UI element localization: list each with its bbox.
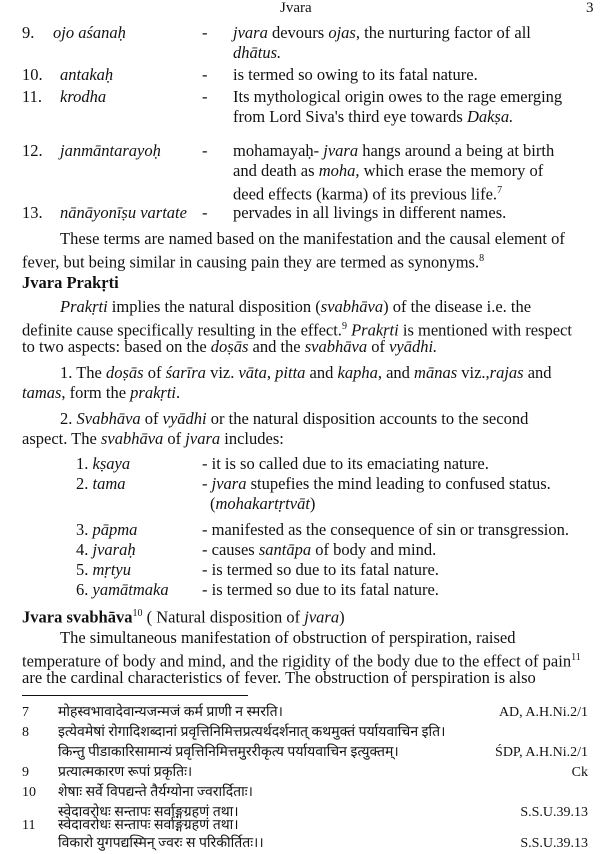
synonym-number: 11.	[22, 87, 43, 106]
synonym-desc-line: jvara devours ojas, the nurturing factor of all	[233, 23, 531, 42]
svabhava-term: 4. jvaraḥ	[76, 540, 136, 559]
svabhava-term: 5. mṛtyu	[76, 560, 131, 579]
footnote-ref: Ck	[571, 765, 588, 780]
synonym-dash: -	[202, 203, 208, 222]
body-paragraph-line: fever, but being similar in causing pain they are termed as synonyms.$^8$	[22, 252, 485, 272]
section-heading-svabhava: Jvara svabhāva$^{10}$ ( Natural disposition of jvara)	[22, 607, 345, 627]
svabhava-desc: - jvara stupefies the mind leading to confused status.	[202, 474, 551, 493]
footnote-text: स्वेदावरोधः सन्तापः सर्वाङ्गग्रहणं तथा।	[58, 818, 239, 833]
footnote-text: शेषाः सर्वे विपद्यन्ते तैर्यग्योना ज्वरार्दिताः।	[58, 785, 253, 800]
footnote-number: 8	[22, 725, 29, 740]
footnote-ref: S.S.U.39.13	[520, 836, 588, 851]
synonym-desc-line: deed effects (karma) of its previous life.$^7$	[233, 184, 503, 204]
body-paragraph-line: aspect. The svabhāva of jvara includes:	[22, 429, 284, 448]
synonym-number: 12.	[22, 141, 43, 160]
footnote-ref: S.S.U.39.13	[520, 805, 588, 820]
svabhava-term: 1. kṣaya	[76, 454, 131, 473]
svabhava-term: 6. yamātmaka	[76, 580, 169, 599]
svabhava-term: 2. tama	[76, 474, 126, 493]
footnote-number: 7	[22, 705, 29, 720]
svabhava-desc: - is termed so due to its fatal nature.	[202, 580, 439, 599]
synonym-number: 10.	[22, 65, 43, 84]
footnote-number: 11	[22, 818, 36, 833]
svabhava-desc: (mohakartṛtvāt)	[210, 494, 316, 513]
footnote-number: 9	[22, 765, 29, 780]
synonym-dash: -	[202, 141, 208, 160]
footnote-divider	[22, 695, 248, 696]
svabhava-desc: - causes santāpa of body and mind.	[202, 540, 437, 559]
synonym-number: 9.	[22, 23, 35, 42]
synonym-desc-line: from Lord Siva's third eye towards Dakṣa.	[233, 107, 514, 126]
footnote-ref: ŚDP, A.H.Ni.2/1	[495, 745, 588, 760]
body-paragraph-line: to two aspects: based on the doṣās and the svabhāva of vyādhi.	[22, 337, 438, 356]
body-paragraph-line: 2. Svabhāva of vyādhi or the natural disposition accounts to the second	[60, 409, 529, 428]
page-number: 3	[586, 0, 594, 16]
synonym-dash: -	[202, 65, 208, 84]
body-paragraph-line: definite cause specifically resulting in the effect.$^9$ Prakṛti is mentioned with respect	[22, 320, 572, 340]
footnote-number: 10	[22, 785, 36, 800]
body-paragraph-line: These terms are named based on the manifestation and the causal element of	[60, 229, 565, 248]
section-heading: Jvara Prakṛti	[22, 273, 119, 292]
body-paragraph-line: temperature of body and mind, and the rigidity of the body due to the effect of pain$^{11}$	[22, 651, 581, 671]
synonym-term: krodha	[60, 87, 107, 106]
running-header-title: Jvara	[280, 0, 312, 16]
footnote-text: विकारो युगपद्यस्मिन् ज्वरः स परिकीर्तितः।।	[58, 836, 264, 851]
synonym-term: antakaḥ	[60, 65, 114, 84]
body-paragraph-line: The simultaneous manifestation of obstruction of perspiration, raised	[60, 628, 516, 647]
synonym-desc-line: Its mythological origin owes to the rage emerging	[233, 87, 563, 106]
svabhava-desc: - is termed so due to its fatal nature.	[202, 560, 439, 579]
synonym-term: ojo aśanaḥ	[53, 23, 126, 42]
synonym-desc-line: pervades in all livings in different names.	[233, 203, 507, 222]
synonym-dash: -	[202, 87, 208, 106]
synonym-desc-line: is termed so owing to its fatal nature.	[233, 65, 478, 84]
footnote-ref: AD, A.H.Ni.2/1	[498, 705, 588, 720]
body-paragraph-line: are the cardinal characteristics of fever. The obstruction of perspiration is also	[22, 668, 536, 687]
footnote-text: इत्येवमेषां रोगादिशब्दानां प्रवृत्तिनिमित्तप्रत्यर्थदर्शनात् कथमुक्तं पर्यायवाचिन इति।	[58, 725, 446, 740]
synonym-dash: -	[202, 23, 208, 42]
footnote-text: प्रत्यात्मकारण रूपां प्रकृतिः।	[58, 765, 193, 780]
synonym-number: 13.	[22, 203, 43, 222]
synonym-desc-line: mohamayaḥ- jvara hangs around a being at birth	[233, 141, 555, 160]
svabhava-term: 3. pāpma	[76, 520, 138, 539]
footnote-text: स्वेदावरोधः सन्तापः सर्वाङ्गग्रहणं तथा।	[58, 805, 239, 820]
svabhava-desc: - it is so called due to its emaciating nature.	[202, 454, 489, 473]
synonym-desc-line: dhātus.	[233, 43, 282, 62]
body-paragraph-line: Prakṛti implies the natural disposition (svabhāva) of the disease i.e. the	[60, 297, 532, 316]
body-paragraph-line: 1. The doṣās of śarīra viz. vāta, pitta and kapha, and mānas viz.,rajas and	[60, 363, 552, 382]
body-paragraph-line: tamas, form the prakṛti.	[22, 383, 181, 402]
synonym-term: janmāntarayoḥ	[60, 141, 161, 160]
synonym-term: nānāyonīṣu vartate	[60, 203, 187, 222]
footnote-text: मोहस्वभावादेवान्यजन्मजं कर्म प्राणी न स्मरति।	[58, 705, 283, 720]
svabhava-desc: - manifested as the consequence of sin or transgression.	[202, 520, 570, 539]
synonym-desc-line: and death as moha, which erase the memory of	[233, 161, 544, 180]
footnote-text: किन्तु पीडाकारिसामान्यं प्रवृत्तिनिमित्तमुररीकृत्य पर्यायवाचिन इत्युक्तम्।	[58, 745, 399, 760]
